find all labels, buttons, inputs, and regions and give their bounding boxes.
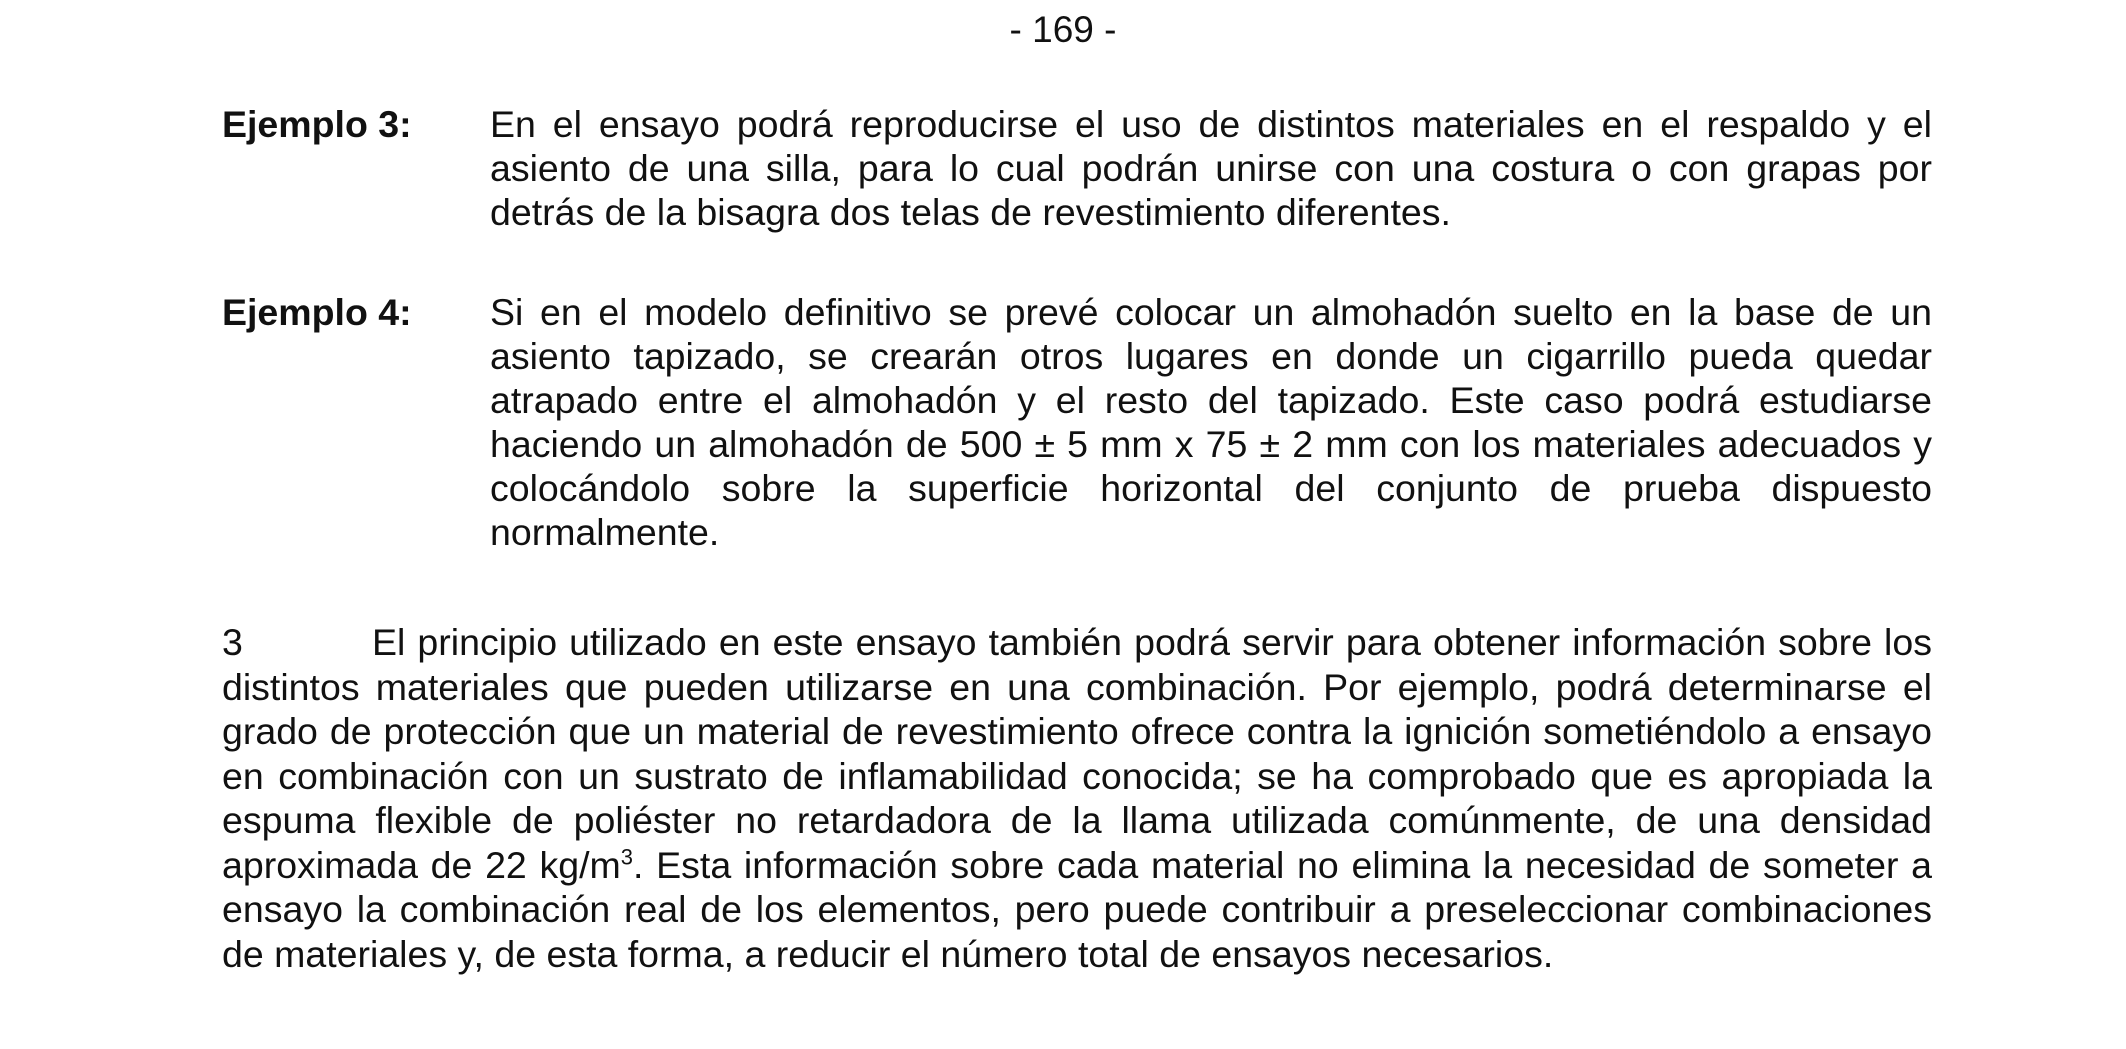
example-label: Ejemplo 3: (222, 103, 412, 145)
example-text: En el ensayo podrá reproducirse el uso de distintos materiales en el respaldo y el asiento de una silla, para lo cual podrán unirse con una costura o con grapas por detrás de la bisagra dos telas de revestimiento diferentes. (490, 103, 1932, 233)
page-number: - 169 - (1009, 9, 1117, 50)
section-text-part-1: El principio utilizado en este ensayo también podrá servir para obtener información sobre los distintos materiales que pueden utilizarse en una combinación. Por ejemplo, podrá determinarse el grado de protección que un material de revestimiento ofrece contra la ignición sometiéndolo a ensayo en combinación con un sustrato de inflamabilidad conocida; se ha comprobado que es apropiada la espuma flexible de poliéster no retardadora de la llama utilizada comúnmente, de una densidad aproximada de 22 kg/m (222, 621, 1932, 886)
section-3-paragraph (222, 620, 1932, 976)
example-4 (222, 290, 1932, 554)
section-text-part-2: . Esta información sobre cada material no elimina la necesidad de someter a ensayo la combinación real de los elementos, pero puede contribuir a preseleccionar combinaciones de materiales y, de esta forma, a reducir el número total de ensayos necesarios. (222, 843, 1932, 975)
example-3 (222, 102, 1932, 234)
example-label: Ejemplo 4: (222, 291, 412, 333)
example-text: Si en el modelo definitivo se prevé colocar un almohadón suelto en la base de un asiento tapizado, se crearán otros lugares en donde un cigarrillo pueda quedar atrapado entre el almohadón y el resto del tapizado. Este caso podrá estudiarse haciendo un almohadón de 500 ± 5 mm x 75 ± 2 mm con los materiales adecuados y colocándolo sobre la superficie horizontal del conjunto de prueba dispuesto normalmente. (490, 291, 1932, 553)
superscript-three: 3 (620, 844, 634, 869)
section-number: 3 (222, 621, 243, 663)
